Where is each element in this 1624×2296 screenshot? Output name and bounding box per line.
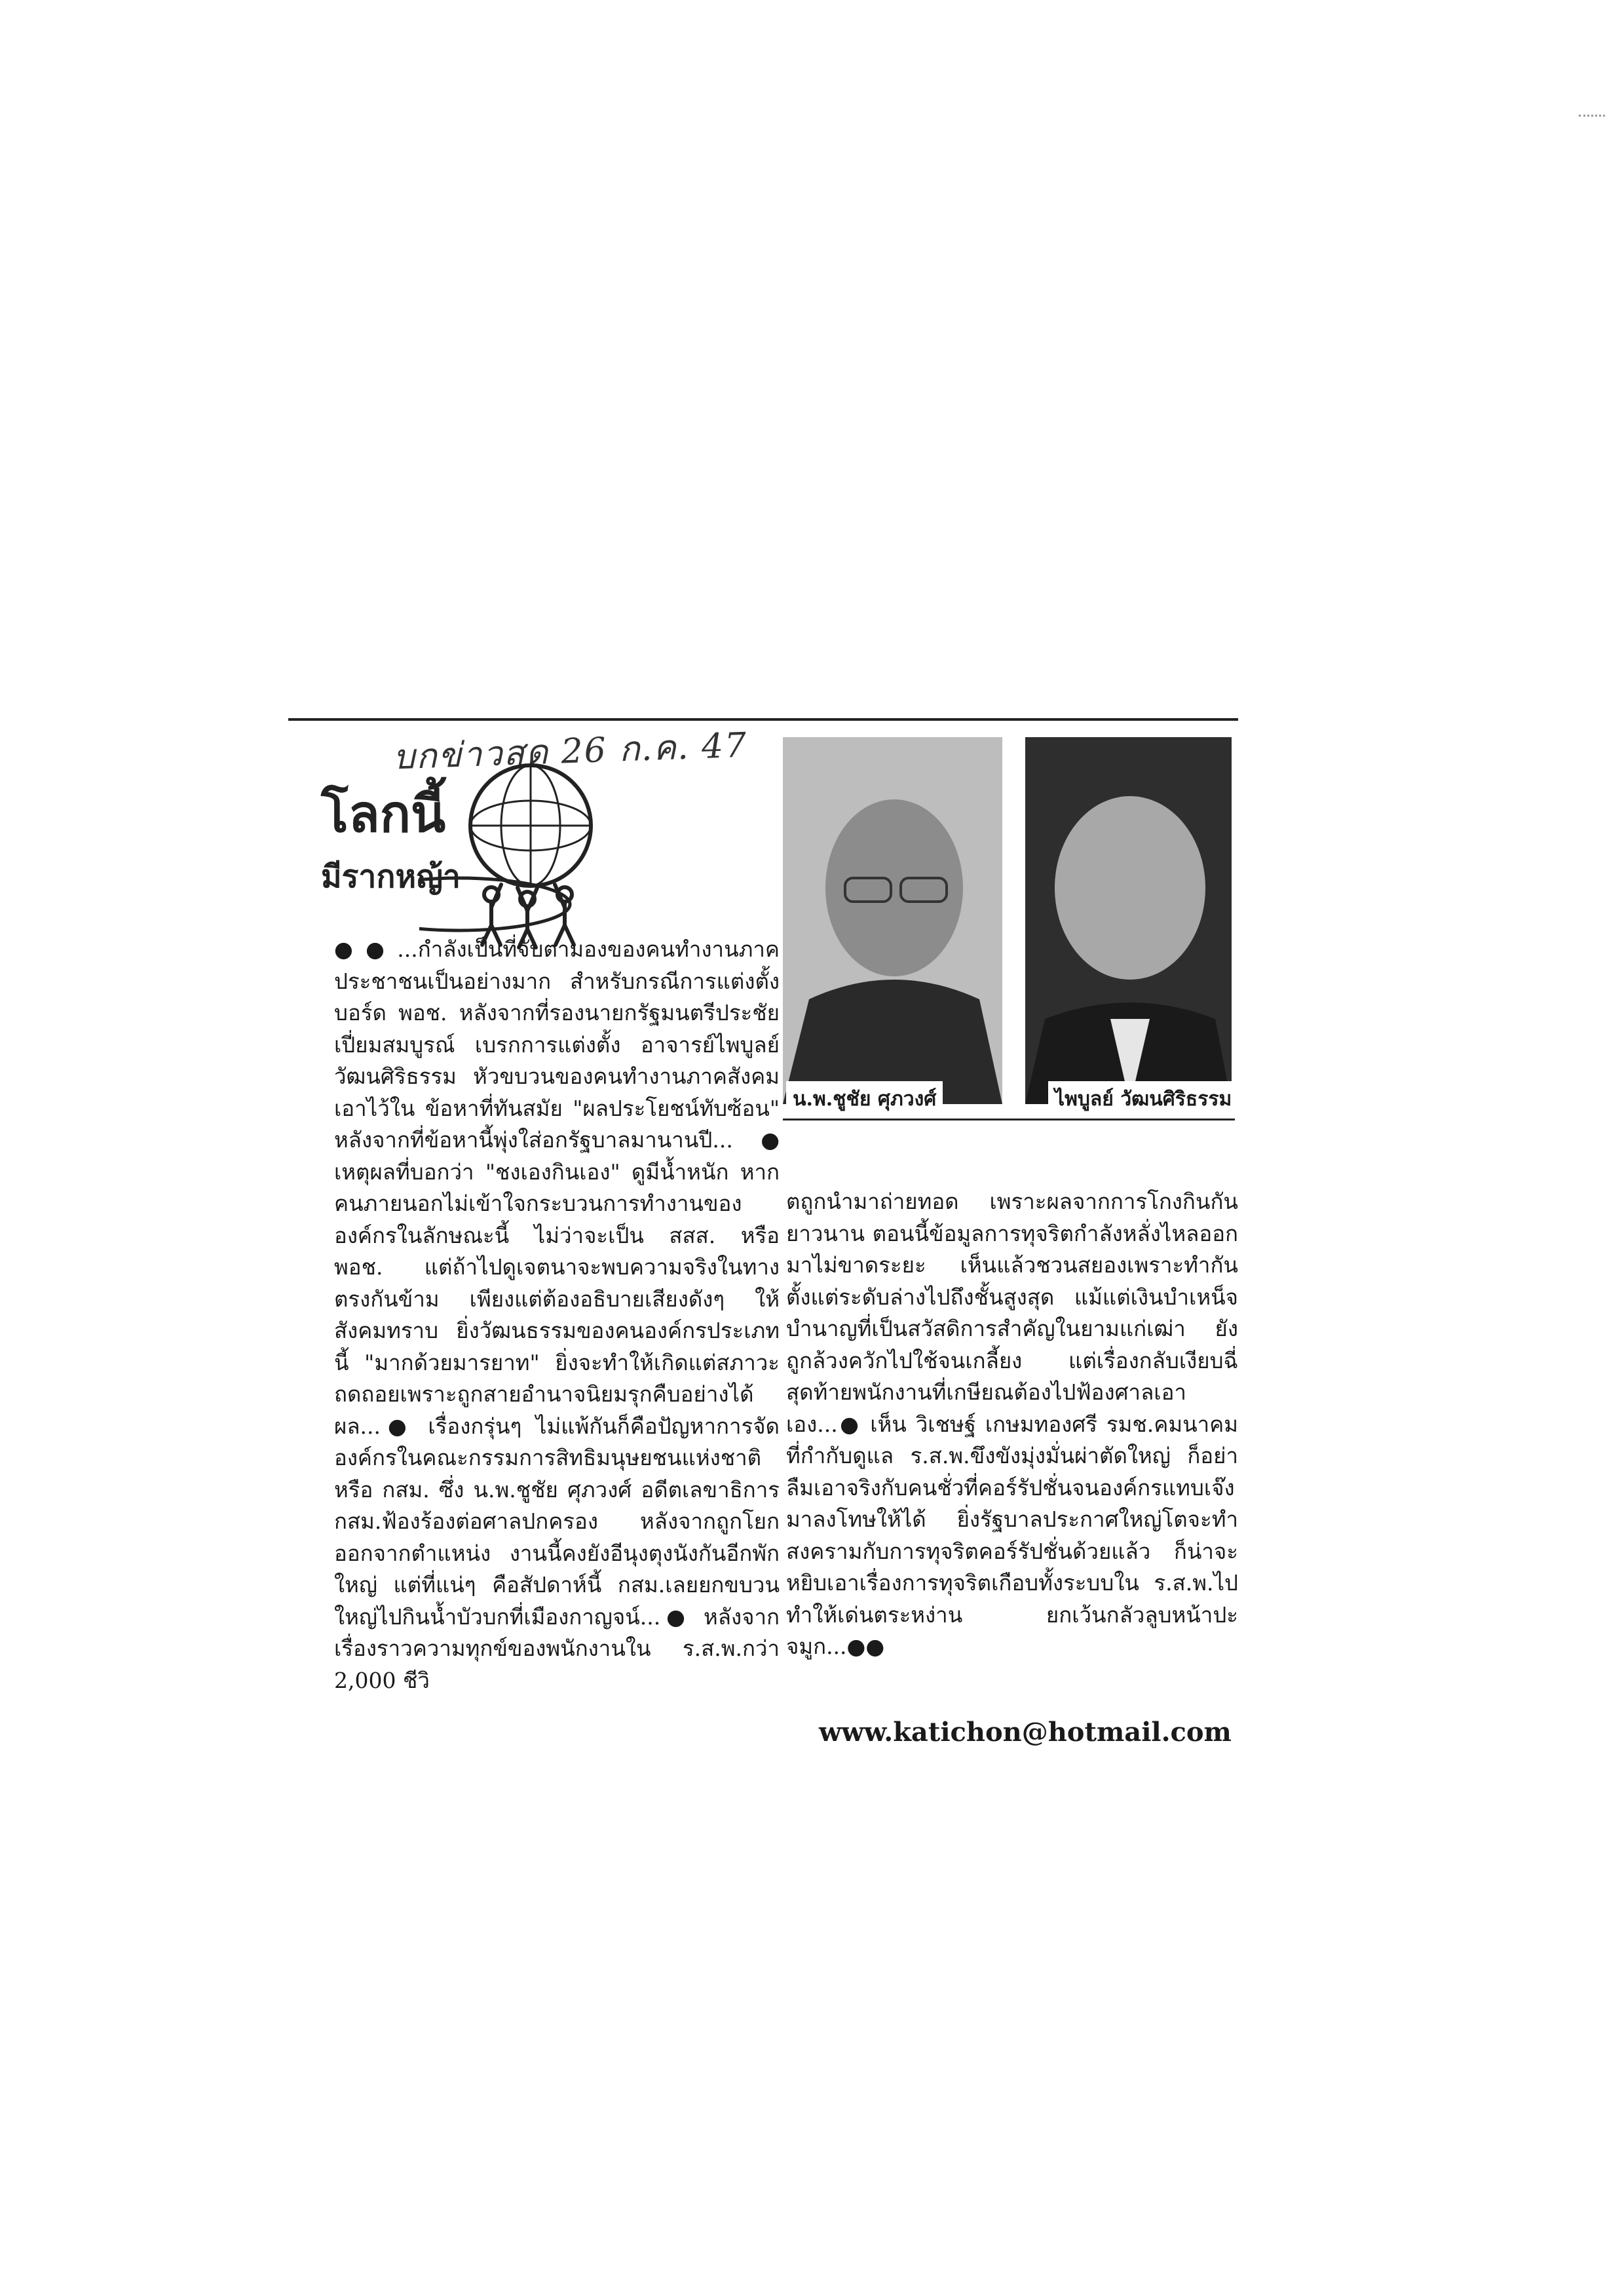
author-email: www.katichon@hotmail.com — [819, 1717, 1232, 1748]
article-column-right — [786, 1186, 1238, 1663]
portrait-image — [1025, 737, 1232, 1104]
caption-rule — [783, 1119, 1235, 1120]
scan-mark — [1579, 115, 1605, 127]
top-rule — [288, 718, 1238, 721]
portrait-image — [783, 737, 1002, 1104]
column-logo — [321, 754, 629, 950]
newspaper-clipping — [282, 708, 1251, 1782]
article-column-left — [334, 934, 780, 1696]
logo-subtitle: มีรากหญ้า — [321, 858, 461, 895]
handwritten-date-note: บกข่าวสด 26 ก.ค. 47 — [392, 725, 749, 778]
article-text-left: ●●...กำลังเป็นที่จับตามองของคนทำงานภาคประชาชนเป็นอย่างมาก สำหรับกรณีการแต่งตั้งบอร์ด พอช. หลังจากที่รองนายกรัฐมนตรีประชัย เปี่ยมสมบูรณ์ เบรกการแต่งตั้ง อาจารย์ไพบูลย์ วัฒนศิริธรรม หัวขบวนของคนทำงานภาคสังคมเอาไว้ใน ข้อหาที่ทันสมัย "ผลประโยชน์ทับซ้อน" หลังจากที่ข้อหานี้พุ่งใส่อกรัฐบาลมานานปี...● เหตุผลที่บอกว่า "ชงเองกินเอง" ดูมีน้ำหนัก หากคนภายนอกไม่เข้าใจกระบวนการทำงานขององค์กรในลักษณะนี้ ไม่ว่าจะเป็น สสส. หรือ พอช. แต่ถ้าไปดูเจตนาจะพบความจริงในทางตรงกันข้าม เพียงแต่ต้องอธิบายเสียงดังๆ ให้สังคมทราบ ยิ่งวัฒนธรรมของคนองค์กรประเภทนี้ "มากด้วยมารยาท" ยิ่งจะทำให้เกิดแต่สภาวะถดถอยเพราะถูกสายอำนาจนิยมรุกคืบอย่างได้ผล...● เรื่องกรุ่นๆ ไม่แพ้กันก็คือปัญหาการจัดองค์กรในคณะกรรมการสิทธิมนุษยชนแห่งชาติ หรือ กสม. ซึ่ง น.พ.ชูชัย ศุภวงศ์ อดีตเลขาธิการ กสม.ฟ้องร้องต่อศาลปกครอง หลังจากถูกโยกออกจากตำแหน่ง งานนี้คงยังอีนุงตุงนังกันอีกพักใหญ่ แต่ที่แน่ๆ คือสัปดาห์นี้ กสม.เลยยกขบวนใหญ่ไปกินน้ำบัวบกที่เมืองกาญจน์...● หลังจากเรื่องราวความทุกข์ของพนักงานใน ร.ส.พ.กว่า 2,000 ชีวิ — [334, 936, 780, 1693]
portrait-photo-paiboon — [1025, 737, 1232, 1104]
article-text-right: ตถูกนำมาถ่ายทอด เพราะผลจากการโกงกินกันยาวนาน ตอนนี้ข้อมูลการทุจริตกำลังหลั่งไหลออกมาไม่ขาดระยะ เห็นแล้วชวนสยองเพราะทำกันตั้งแต่ระดับล่างไปถึงชั้นสูงสุด แม้แต่เงินบำเหน็จบำนาญที่เป็นสวัสดิการสำคัญในยามแก่เฒ่า ยังถูกล้วงควักไปใช้จนเกลี้ยง แต่เรื่องกลับเงียบฉี่ สุดท้ายพนักงานที่เกษียณต้องไปฟ้องศาลเอาเอง...● เห็น วิเชษฐ์ เกษมทองศรี รมช.คมนาคม ที่กำกับดูแล ร.ส.พ.ขึงขังมุ่งมั่นผ่าตัดใหญ่ ก็อย่าลืมเอาจริงกับคนชั่วที่คอร์รัปชั่นจนองค์กรแทบเจ๊งมาลงโทษให้ได้ ยิ่งรัฐบาลประกาศใหญ่โตจะทำสงครามกับการทุจริตคอร์รัปชั่นด้วยแล้ว ก็น่าจะหยิบเอาเรื่องการทุจริตเกือบทั้งระบบใน ร.ส.พ.ไปทำให้เด่นตระหง่าน ยกเว้นกลัวลูบหน้าปะจมูก...●● — [786, 1189, 1238, 1659]
photo-caption-left: น.พ.ชูชัย ศุภวงศ์ — [786, 1081, 943, 1117]
logo-title: โลกนี้ — [321, 785, 446, 844]
portrait-photo-chuchai — [783, 737, 1002, 1104]
photo-caption-right: ไพบูลย์ วัฒนศิริธรรม — [1048, 1081, 1238, 1117]
